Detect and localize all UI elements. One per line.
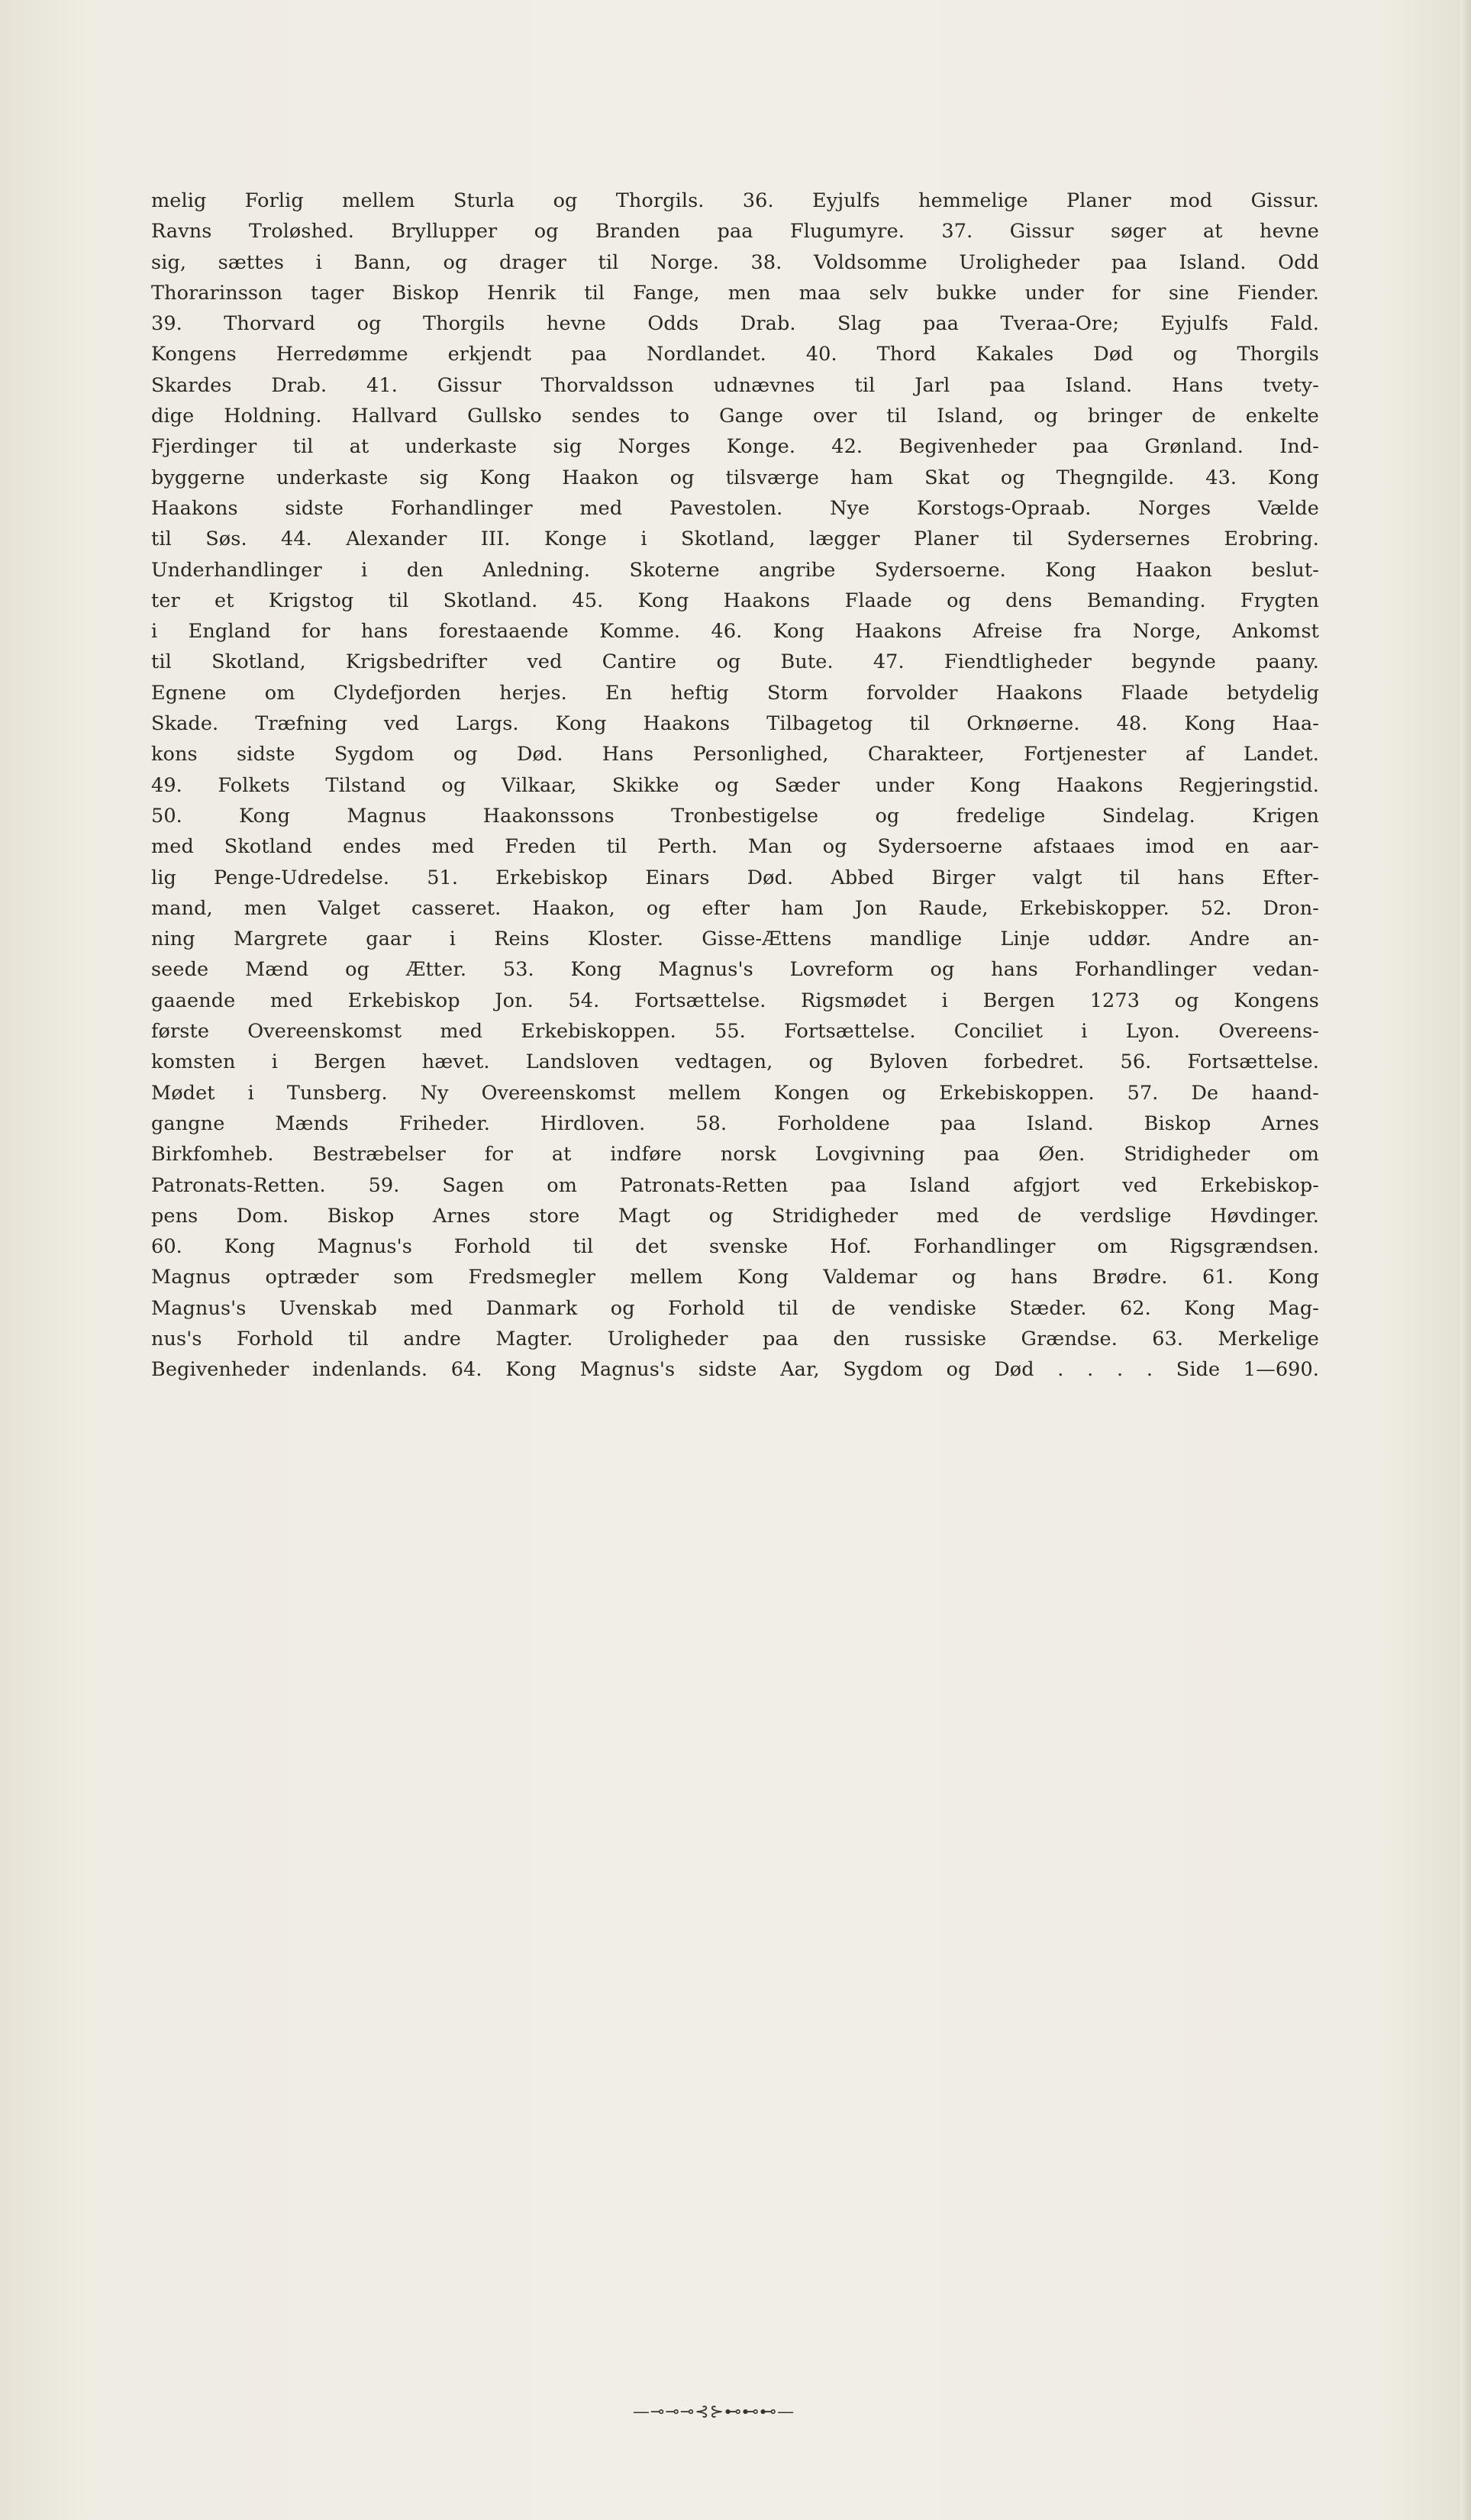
text-line: Fjerdinger til at underkaste sig Norges Konge. 42. Begivenheder paa Grønland. Ind- — [151, 435, 1319, 459]
text-line: melig Forlig mellem Sturla og Thorgils. 36. Eyjulfs hemmelige Planer mod Gissur. — [151, 189, 1319, 212]
text-line: Magnus's Uvenskab med Danmark og Forhold til de vendiske Stæder. 62. Kong Mag- — [151, 1296, 1319, 1320]
section-ornament: —⊸⊸⊸⊰⊱⊷⊷⊷— — [632, 2402, 795, 2422]
text-line: ter et Krigstog til Skotland. 45. Kong Haakons Flaade og dens Bemanding. Frygten — [151, 589, 1319, 612]
text-line-last: Begivenheder indenlands. 64. Kong Magnus's sidste Aar, Sygdom og Død . . . . Side 1—690. — [151, 1358, 1319, 1382]
text-line: mand, men Valget casseret. Haakon, og efter ham Jon Raude, Erkebiskopper. 52. Dron- — [151, 896, 1319, 920]
text-line: sig, sættes i Bann, og drager til Norge. 38. Voldsomme Uroligheder paa Island. Odd — [151, 250, 1319, 274]
page-edge — [1460, 0, 1471, 2520]
text-line: byggerne underkaste sig Kong Haakon og tilsværge ham Skat og Thegngilde. 43. Kong — [151, 466, 1319, 489]
text-line: 60. Kong Magnus's Forhold til det svenske Hof. Forhandlinger om Rigsgrændsen. — [151, 1235, 1319, 1259]
text-line: til Skotland, Krigsbedrifter ved Cantire og Bute. 47. Fiendtligheder begynde paany. — [151, 650, 1319, 674]
text-line: Patronats-Retten. 59. Sagen om Patronats-Retten paa Island afgjort ved Erkebiskop- — [151, 1173, 1319, 1197]
text-line: Birkfomheb. Bestræbelser for at indføre norsk Lovgivning paa Øen. Stridigheder om — [151, 1143, 1319, 1166]
text-line: Ravns Troløshed. Bryllupper og Branden paa Flugumyre. 37. Gissur søger at hevne — [151, 220, 1319, 244]
text-line: 39. Thorvard og Thorgils hevne Odds Drab. Slag paa Tveraa-Ore; Eyjulfs Fald. — [151, 312, 1319, 336]
text-line: med Skotland endes med Freden til Perth. Man og Sydersoerne afstaaes imod en aar- — [151, 835, 1319, 859]
text-line: kons sidste Sygdom og Død. Hans Personlighed, Charakteer, Fortjenester af Landet. — [151, 743, 1319, 766]
text-line: Thorarinsson tager Biskop Henrik til Fange, men maa selv bukke under for sine Fiender. — [151, 281, 1319, 305]
text-line: Mødet i Tunsberg. Ny Overeenskomst mellem Kongen og Erkebiskoppen. 57. De haand- — [151, 1081, 1319, 1105]
text-line: seede Mænd og Ætter. 53. Kong Magnus's Lovreform og hans Forhandlinger vedan- — [151, 958, 1319, 982]
text-line: til Søs. 44. Alexander III. Konge i Skotland, lægger Planer til Sydersernes Erobring. — [151, 528, 1319, 551]
text-line: 49. Folkets Tilstand og Vilkaar, Skikke og Sæder under Kong Haakons Regjeringstid. — [151, 773, 1319, 797]
text-line: i England for hans forestaaende Komme. 46. Kong Haakons Afreise fra Norge, Ankomst — [151, 620, 1319, 644]
text-line: Magnus optræder som Fredsmegler mellem Kong Valdemar og hans Brødre. 61. Kong — [151, 1266, 1319, 1289]
text-line: Kongens Herredømme erkjendt paa Nordlandet. 40. Thord Kakales Død og Thorgils — [151, 343, 1319, 366]
text-line: gaaende med Erkebiskop Jon. 54. Fortsættelse. Rigsmødet i Bergen 1273 og Kongens — [151, 989, 1319, 1012]
text-line: ning Margrete gaar i Reins Kloster. Gisse-Ættens mandlige Linje uddør. Andre an- — [151, 928, 1319, 951]
text-line: Egnene om Clydefjorden herjes. En heftig Storm forvolder Haakons Flaade betydelig — [151, 681, 1319, 705]
table-of-contents-text — [151, 186, 1319, 1386]
text-line: nus's Forhold til andre Magter. Uroligheder paa den russiske Grændse. 63. Merkelige — [151, 1327, 1319, 1350]
text-line: Skardes Drab. 41. Gissur Thorvaldsson udnævnes til Jarl paa Island. Hans tvety- — [151, 373, 1319, 397]
text-line: Skade. Træfning ved Largs. Kong Haakons Tilbagetog til Orknøerne. 48. Kong Haa- — [151, 712, 1319, 736]
text-line: pens Dom. Biskop Arnes store Magt og Stridigheder med de verdslige Høvdinger. — [151, 1204, 1319, 1228]
text-line: Haakons sidste Forhandlinger med Pavestolen. Nye Korstogs-Opraab. Norges Vælde — [151, 496, 1319, 520]
text-line: Underhandlinger i den Anledning. Skoterne angribe Sydersoerne. Kong Haakon beslut- — [151, 558, 1319, 582]
text-line: 50. Kong Magnus Haakonssons Tronbestigelse og fredelige Sindelag. Krigen — [151, 804, 1319, 828]
text-line: gangne Mænds Friheder. Hirdloven. 58. Forholdene paa Island. Biskop Arnes — [151, 1112, 1319, 1135]
text-line: lig Penge-Udredelse. 51. Erkebiskop Einars Død. Abbed Birger valgt til hans Efter- — [151, 866, 1319, 889]
text-line: dige Holdning. Hallvard Gullsko sendes to Gange over til Island, og bringer de enkelte — [151, 405, 1319, 428]
text-line: første Overeenskomst med Erkebiskoppen. 55. Fortsættelse. Conciliet i Lyon. Overeens- — [151, 1020, 1319, 1044]
text-line: komsten i Bergen hævet. Landsloven vedtagen, og Byloven forbedret. 56. Fortsættelse. — [151, 1050, 1319, 1074]
